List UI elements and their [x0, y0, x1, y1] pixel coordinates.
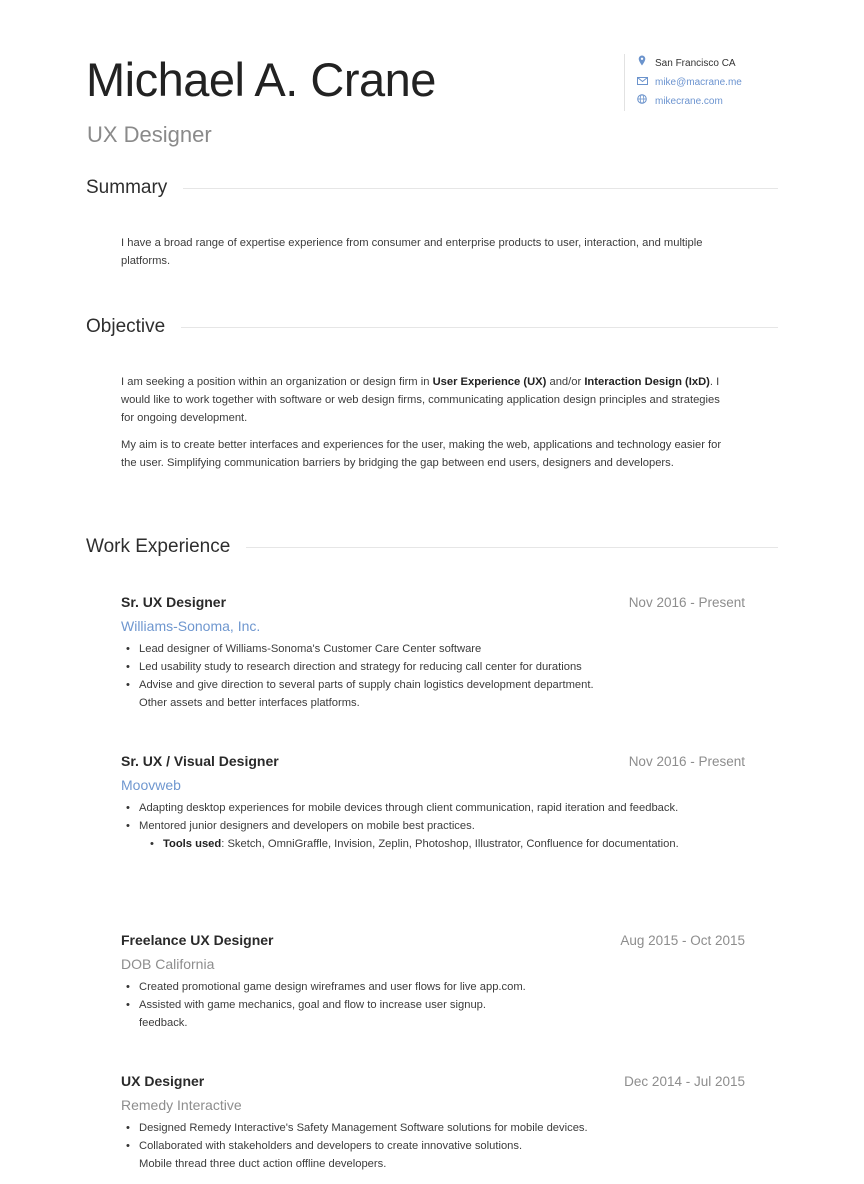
section-divider	[246, 547, 778, 548]
job-company[interactable]: Williams-Sonoma, Inc.	[121, 618, 261, 634]
job-date: Nov 2016 - Present	[628, 595, 745, 610]
job-bullet-text: Mentored junior designers and developers on mobile best practices.	[139, 820, 475, 832]
job-bullet: • Adapting desktop experiences for mobile devices through client communication, rapid iteration and feedback.	[139, 799, 745, 817]
globe-icon	[635, 92, 649, 111]
job-title: UX Designer	[121, 1073, 205, 1089]
job-date: Dec 2014 - Jul 2015	[624, 1074, 745, 1089]
job-company: DOB California	[121, 956, 215, 972]
job-bullet: • Led usability study to research direction and strategy for reducing call center for durations	[139, 658, 745, 676]
job-entry	[121, 932, 745, 1032]
summary-text: I have a broad range of expertise experience from consumer and enterprise products to user, interaction, and multiple platforms.	[121, 237, 703, 267]
job-bullets	[121, 799, 745, 853]
job-entry	[121, 594, 745, 712]
job-bullet-continuation: feedback.	[139, 1017, 188, 1029]
job-bullet: • Created promotional game design wireframes and user flows for live app.com.	[139, 978, 745, 996]
objective-heading: Objective	[86, 316, 166, 337]
job-date: Aug 2015 - Oct 2015	[620, 933, 745, 948]
job-bullet: • Designed Remedy Interactive's Safety Management Software solutions for mobile devices.	[139, 1119, 745, 1137]
job-company: Remedy Interactive	[121, 1097, 242, 1113]
job-bullets	[121, 1119, 745, 1173]
objective-text: . I would like to work together with software or web design firms, communicating application design principles and strategies for ongoing development.	[121, 376, 720, 424]
candidate-name: Michael A. Crane	[86, 53, 436, 106]
job-bullet: • Assisted with game mechanics, goal and flow to increase user signup.	[139, 996, 745, 1014]
summary-heading: Summary	[86, 177, 168, 198]
email-icon	[635, 73, 649, 92]
location-pin-icon	[635, 54, 649, 73]
section-divider	[183, 188, 778, 189]
objective-text: I am seeking a position within an organization or design firm in	[121, 376, 433, 388]
job-bullet: • Collaborated with stakeholders and developers to create innovative solutions.	[139, 1137, 745, 1155]
job-sub-bullet	[163, 835, 745, 853]
job-bullet-continuation: Mobile thread three duct action offline developers.	[139, 1158, 387, 1170]
job-entry	[121, 753, 745, 853]
job-title: Sr. UX Designer	[121, 594, 227, 610]
tools-label: Tools used	[163, 838, 222, 850]
work-heading: Work Experience	[86, 536, 231, 557]
job-company[interactable]: Moovweb	[121, 777, 181, 793]
job-bullets	[121, 978, 745, 1032]
job-bullets	[121, 640, 745, 712]
candidate-role: UX Designer	[87, 122, 212, 147]
work-section-header	[86, 535, 778, 559]
job-date: Nov 2016 - Present	[628, 754, 745, 769]
objective-emphasis-ux: User Experience (UX)	[432, 376, 547, 388]
contact-website[interactable]	[635, 92, 835, 111]
job-title: Freelance UX Designer	[121, 932, 274, 948]
tools-text: : Sketch, OmniGraffle, Invision, Zeplin, Photoshop, Illustrator, Confluence for documentation.	[221, 838, 679, 850]
job-bullet: Other assets and better interfaces platforms.	[139, 697, 360, 709]
job-bullet	[139, 817, 745, 853]
contact-location	[635, 54, 835, 73]
job-entry	[121, 1073, 745, 1173]
contact-email[interactable]	[635, 73, 835, 92]
objective-text: and/or	[546, 376, 585, 388]
email-link[interactable]: mike@macrane.me	[655, 77, 742, 88]
job-bullet: • Advise and give direction to several parts of supply chain logistics development department.	[139, 676, 745, 694]
job-title: Sr. UX / Visual Designer	[121, 753, 279, 769]
job-sub-bullets	[139, 835, 745, 853]
section-divider	[181, 327, 778, 328]
objective-paragraph-2: My aim is to create better interfaces and experiences for the user, making the web, applications and technology easier for the user. Simplifying communication barriers by bridging the gap between end users, designers and developers.	[121, 439, 722, 469]
contact-block	[624, 54, 835, 111]
website-link[interactable]: mikecrane.com	[655, 96, 723, 107]
objective-section-header	[86, 315, 778, 339]
objective-emphasis-ixd: Interaction Design (IxD)	[584, 376, 710, 388]
job-bullet: • Lead designer of Williams-Sonoma's Customer Care Center software	[139, 640, 745, 658]
objective-paragraph-1	[121, 373, 731, 427]
summary-section-header	[86, 176, 778, 200]
location-text: San Francisco CA	[655, 58, 736, 69]
